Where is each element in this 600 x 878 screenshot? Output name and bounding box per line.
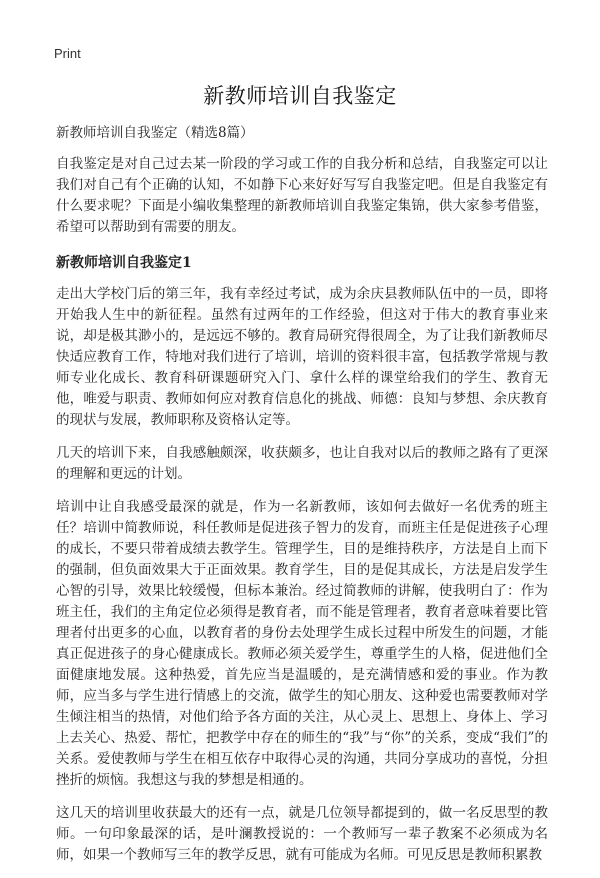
page-title: 新教师培训自我鉴定 <box>203 84 397 108</box>
body-paragraph: 这几天的培训里收获最大的还有一点，就是几位领导都提到的，做一名反思型的教师。一句印象最深的话，是叶澜教授说的：一个教师写一辈子教案不必须成为名师，如果一个教师写三年的教学反思，就有可能成为名师。可见反思是教师积累教 <box>56 805 548 863</box>
intro-paragraph: 自我鉴定是对自己过去某一阶段的学习或工作的自我分析和总结，自我鉴定可以让我们对自己有个正确的认知，不如静下心来好好写写自我鉴定吧。但是自我鉴定有什么要求呢？下面是小编收集整理的新教师培训自我鉴定集锦，供大家参考借鉴，希望可以帮助到有需要的朋友。 <box>56 156 548 235</box>
print-link[interactable]: Print <box>54 46 81 61</box>
document-subtitle: 新教师培训自我鉴定（精选8篇） <box>56 125 254 141</box>
body-paragraph: 走出大学校门后的第三年，我有幸经过考试，成为余庆县教师队伍中的一员，即将开始我人生中的新征程。虽然有过两年的工作经验，但这对于伟大的教育事业来说，却是极其渺小的，是远远不够的。教育局研究得很周全，为了让我们新教师尽快适应教育工作，特地对我们进行了培训，培训的资料很丰富，包括教学常规与教师专业化成长、教育科研课题研究入门、拿什么样的课堂给我们的学生、教育无他，唯爱与职责、教师如何应对教育信息化的挑战、师德：良知与梦想、余庆教育的现状与发展，教师职称及资格认定等。 <box>56 286 548 428</box>
section-heading: 新教师培训自我鉴定1 <box>56 255 192 271</box>
body-paragraph: 几天的培训下来，自我感触颇深，收获颇多，也让自我对以后的教师之路有了更深的理解和更远的计划。 <box>56 445 548 482</box>
body-paragraph: 培训中让自我感受最深的就是，作为一名新教师，该如何去做好一名优秀的班主任？培训中简教师说，科任教师是促进孩子智力的发育，而班主任是促进孩子心理的成长，不要只带着成绩去教学生。管理学生，目的是维持秩序，方法是自上而下的强制，但负面效果大于正面效果。教育学生，目的是促其成长，方法是启发学生心智的引导，效果比较缓慢，但标本兼治。经过简教师的讲解，使我明白了：作为班主任，我们的主角定位必须得是教育者，而不能是管理者，教育者意味着要比管理者付出更多的心血，以教育者的身份去处理学生成长过程中所发生的问题，才能真正促进孩子的身心健康成长。教师必须关爱学生，尊重学生的人格，促进他们全面健康地发展。这种热爱，首先应当是温暖的，是充满情感和爱的事业。作为教师，应当多与学生进行情感上的交流，做学生的知心朋友、这种爱也需要教师对学生倾注相当的热情，对他们给予各方面的关注，从心灵上、思想上、身体上、学习上去关心、热爱、帮忙，把教学中存在的师生的“我”与“你”的关系，变成“我们”的关系。爱使教师与学生在相互依存中取得心灵的沟通，共同分享成功的喜悦，分担挫折的烦恼。我想这与我的梦想是相通的。 <box>56 499 548 788</box>
document-body <box>56 122 548 878</box>
